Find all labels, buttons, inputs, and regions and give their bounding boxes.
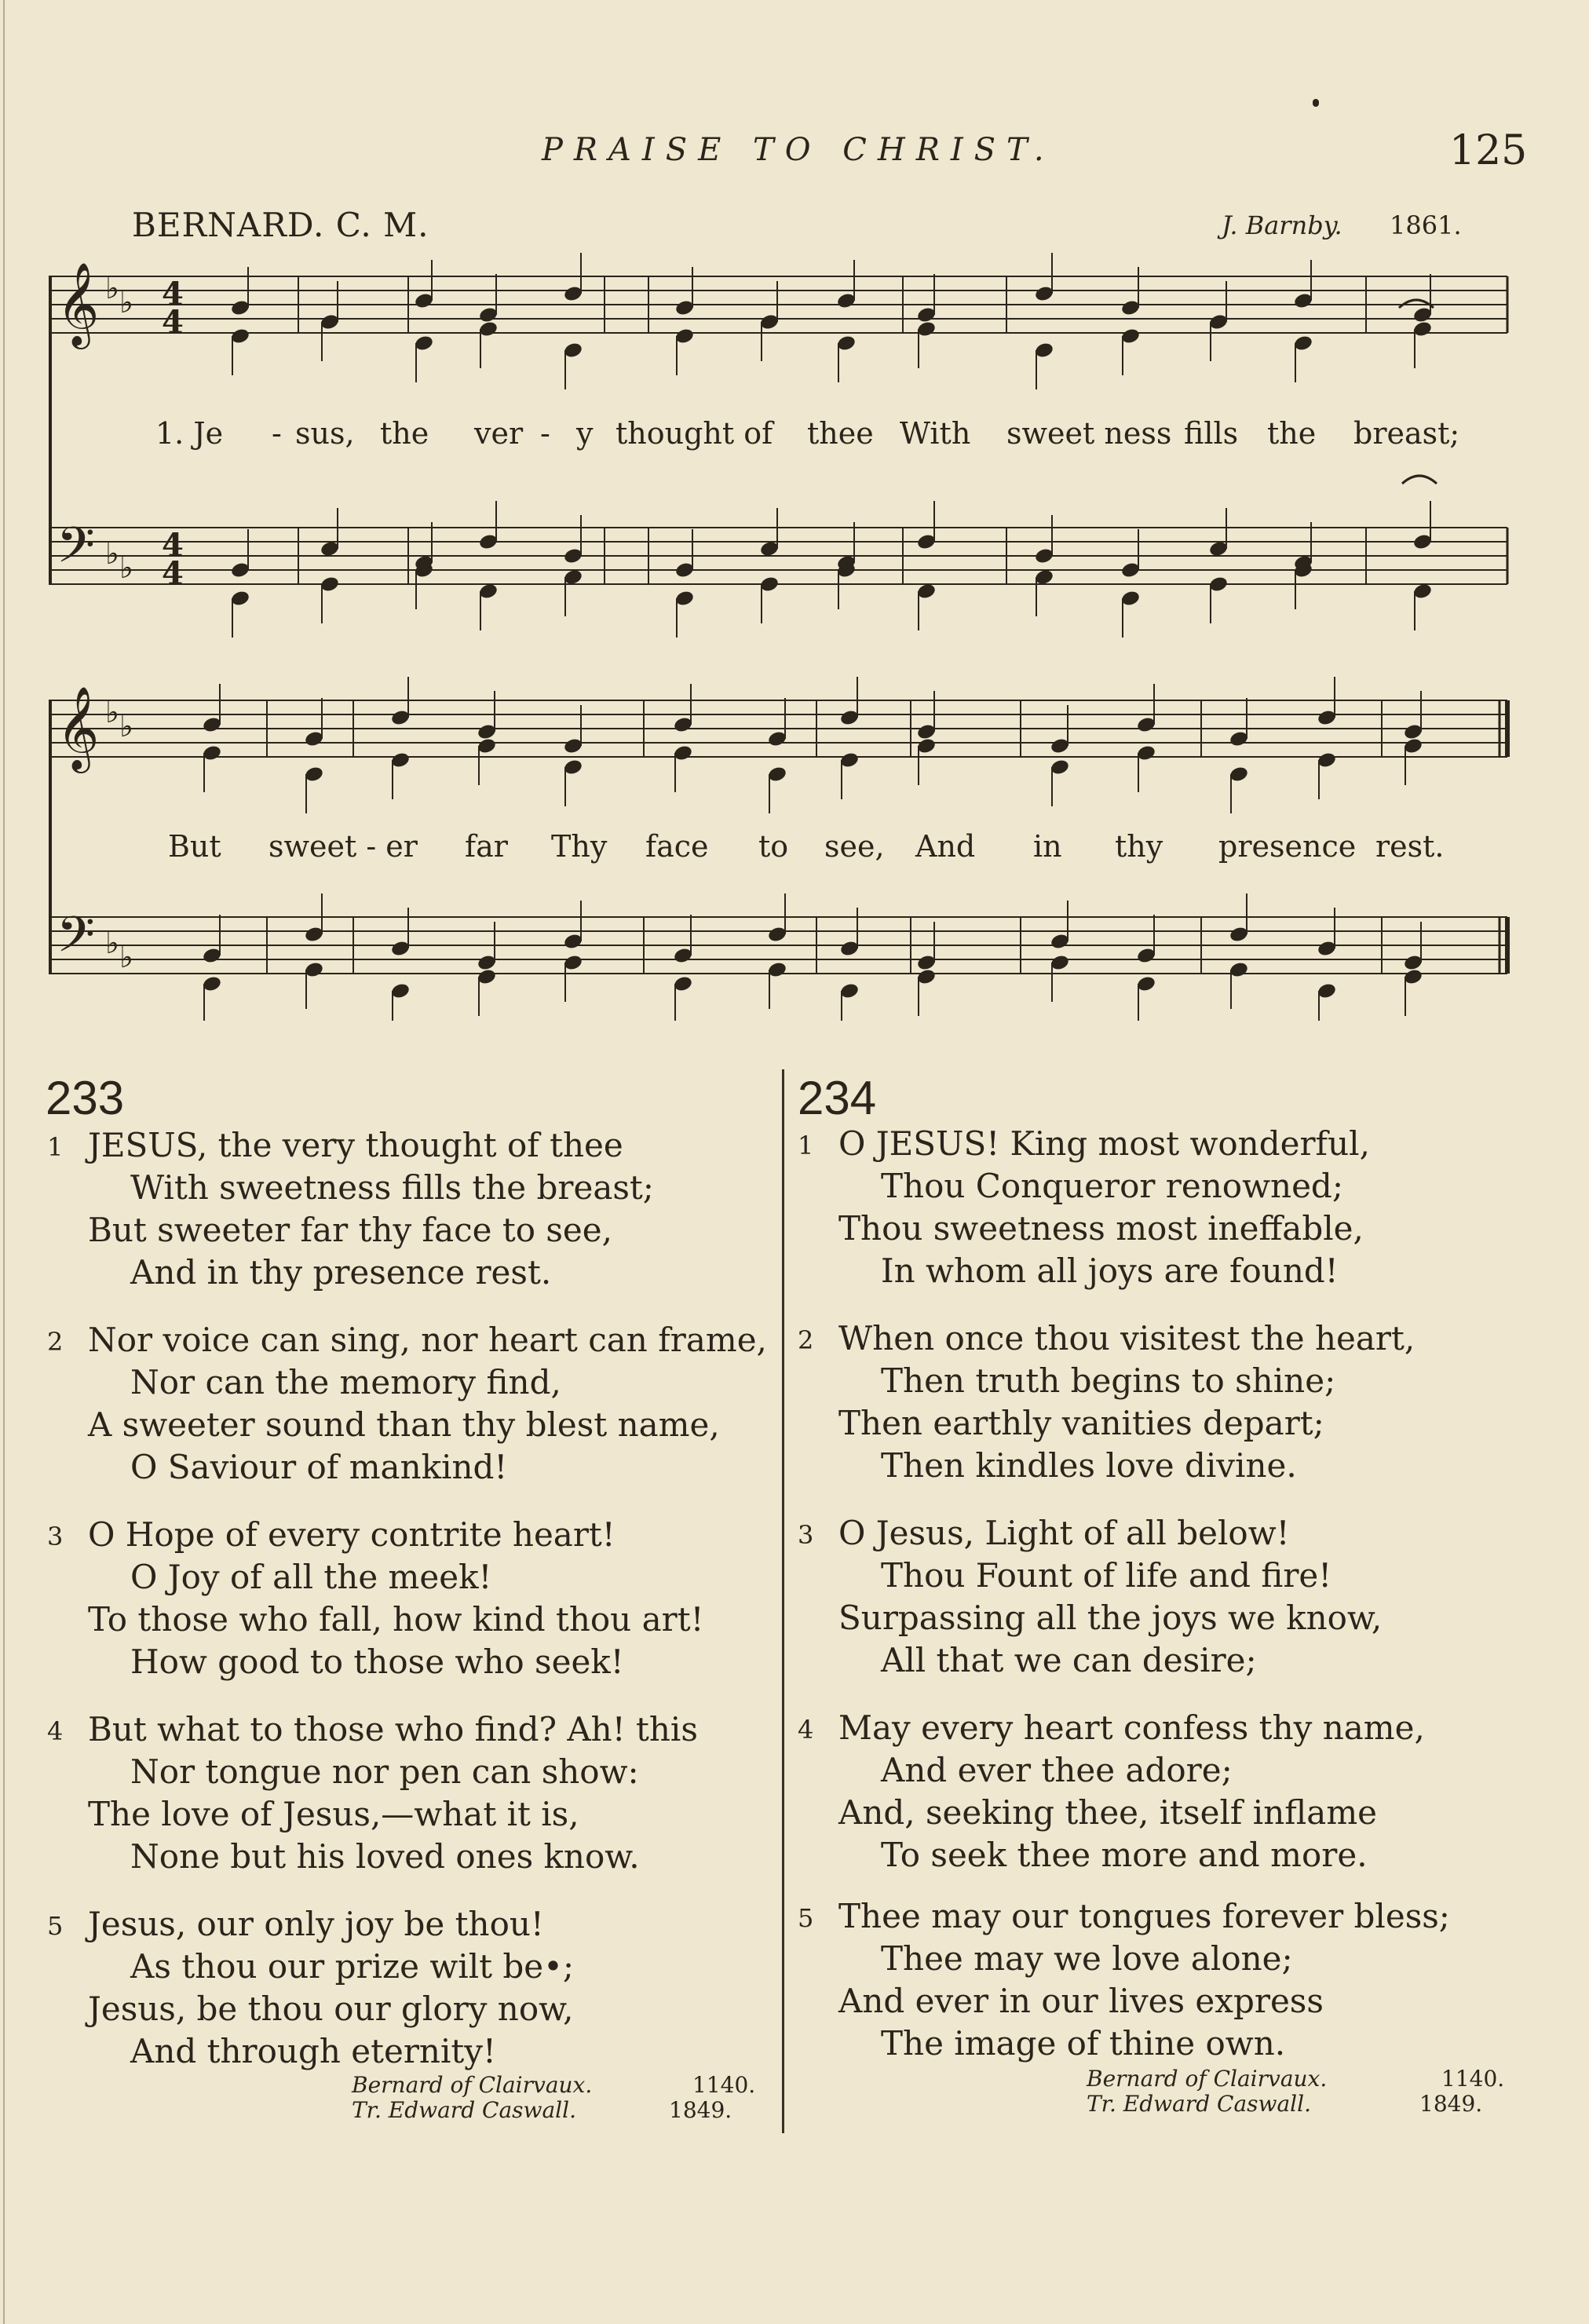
verse-line: O JESUS! King most wonderful,: [838, 1124, 1370, 1163]
tune-name: BERNARD. C. M.: [132, 206, 429, 244]
lyric-syllable: rest.: [1375, 829, 1445, 864]
verse-line: And through eternity!: [130, 2032, 496, 2070]
treble-clef: 𝄞: [57, 685, 100, 769]
verse-line: Surpassing all the joys we know,: [838, 1599, 1383, 1637]
hymn-233-verse-1: [47, 1124, 654, 1294]
verse-line: And ever thee adore;: [881, 1751, 1233, 1789]
verse-line: Then truth begins to shine;: [881, 1361, 1336, 1400]
verse-line: Then kindles love divine.: [881, 1446, 1297, 1485]
lyric-syllable: far: [465, 829, 508, 864]
verse-line: O Hope of every contrite heart!: [88, 1515, 616, 1554]
lyric-syllable: -: [272, 416, 282, 451]
hymn-233-verse-3: [47, 1514, 704, 1683]
fermata-mark: [1402, 476, 1437, 484]
translator: Tr. Edward Caswall.: [352, 2097, 576, 2123]
verse-line: The love of Jesus,—what it is,: [88, 1795, 579, 1833]
verse-line: Nor voice can sing, nor heart can frame,: [88, 1321, 767, 1359]
verse-line: How good to those who seek!: [130, 1643, 624, 1681]
hymn-number: 234: [798, 1072, 877, 1124]
verse-number: 5: [47, 1911, 64, 1941]
lyric-syllable: y: [576, 416, 594, 451]
composer: J. Barnby.: [1222, 210, 1342, 240]
lyric-syllable: the: [1267, 416, 1317, 451]
author: Bernard of Clairvaux.: [1087, 2066, 1328, 2092]
time-signature: 4: [162, 527, 184, 564]
flat-sign: ♭: [119, 709, 133, 744]
verse-number: 2: [47, 1327, 64, 1357]
flat-sign: ♭: [105, 536, 119, 571]
author-year: 1140.: [1441, 2066, 1505, 2092]
lyric-syllable: face: [645, 829, 709, 864]
hymn-234-verse-3: [798, 1512, 1383, 1682]
verse-number: 5: [798, 1903, 814, 1933]
lyric-syllable: But: [168, 829, 221, 864]
verse-line: A sweeter sound than thy blest name,: [88, 1405, 720, 1444]
hymn-233-verse-5: [47, 1903, 575, 2073]
verse-number: 2: [798, 1325, 814, 1355]
running-header: PRAISE TO CHRIST.: [542, 132, 1055, 168]
composer-year: 1861.: [1390, 210, 1462, 240]
verse-line: Nor can the memory find,: [130, 1363, 561, 1401]
verse-line: O Jesus, Light of all below!: [838, 1514, 1290, 1552]
verse-line: Thou Fount of life and fire!: [881, 1556, 1332, 1595]
hymn-233-credits: [352, 2072, 756, 2123]
verse-line: Thou Conqueror renowned;: [881, 1167, 1343, 1205]
lyric-syllable: ver: [474, 416, 524, 451]
lyric-syllable: in: [1033, 829, 1062, 864]
flat-sign: ♭: [119, 550, 133, 585]
lyric-syllable: sus,: [295, 416, 355, 451]
verse-line: O Saviour of mankind!: [130, 1448, 508, 1486]
flat-sign: ♭: [105, 926, 119, 960]
lyric-syllable: thee: [807, 416, 874, 451]
hymn-233-verse-4: [47, 1708, 698, 1878]
verse-line: And in thy presence rest.: [130, 1253, 552, 1292]
verse-line: In whom all joys are found!: [881, 1252, 1339, 1290]
verse-line: To those who fall, how kind thou art!: [88, 1600, 704, 1639]
flat-sign: ♭: [105, 695, 119, 729]
verse-line: But what to those who find? Ah! this: [88, 1710, 698, 1748]
lyric-syllable: With: [900, 416, 971, 451]
verse-line: The image of thine own.: [881, 2024, 1286, 2063]
author-year: 1140.: [692, 2072, 756, 2098]
music-score: [0, 0, 1589, 1021]
lyric-syllable: breast;: [1353, 416, 1460, 451]
time-signature: 4: [162, 555, 184, 592]
verse-number: 3: [798, 1520, 814, 1550]
lyric-syllable: sweet ness: [1006, 416, 1172, 451]
verse-line: All that we can desire;: [881, 1641, 1257, 1679]
verse-number: 1: [47, 1132, 64, 1162]
verse-number: 1: [798, 1131, 814, 1160]
lyric-syllable: And: [915, 829, 976, 864]
lyric-syllable: the: [380, 416, 429, 451]
verse-number: 3: [47, 1522, 64, 1551]
verse-number: 4: [47, 1716, 64, 1746]
lyric-syllable: fills: [1184, 416, 1239, 451]
lyric-syllable: Thy: [551, 829, 608, 864]
verse-line: With sweetness fills the breast;: [130, 1168, 654, 1207]
verse-line: And, seeking thee, itself inflame: [838, 1793, 1378, 1832]
verse-line: But sweeter far thy face to see,: [88, 1211, 612, 1249]
verse-line: Thou sweetness most ineffable,: [838, 1209, 1364, 1248]
verse-line: Then earthly vanities depart;: [838, 1404, 1324, 1442]
column-divider: [782, 1069, 784, 2133]
bass-clef: 𝄢: [57, 905, 95, 975]
hymn-234-credits: [1087, 2066, 1505, 2117]
lyric-syllable: see,: [824, 829, 885, 864]
bass-clef: 𝄢: [57, 516, 95, 586]
lyric-syllable: presence: [1218, 829, 1357, 864]
hymn-234-verse-5: [798, 1895, 1450, 2065]
lyric-syllable: 1. Je: [155, 416, 224, 451]
verse-line: Nor tongue nor pen can show:: [130, 1752, 639, 1791]
hymn-number: 233: [46, 1072, 125, 1124]
verse-line: Jesus, be thou our glory now,: [88, 1990, 574, 2028]
lyric-syllable: -: [540, 416, 550, 451]
verse-line: None but his loved ones know.: [130, 1837, 640, 1876]
translator-year: 1849.: [1419, 2091, 1483, 2117]
author: Bernard of Clairvaux.: [352, 2072, 593, 2098]
flat-sign: ♭: [119, 285, 133, 320]
verse-number: 4: [798, 1715, 814, 1745]
verse-line: As thou our prize wilt be•;: [130, 1947, 575, 1986]
page-number: 125: [1449, 127, 1528, 174]
hymn-234-verse-2: [798, 1317, 1415, 1487]
translator-year: 1849.: [669, 2097, 732, 2123]
flat-sign: ♭: [119, 940, 133, 974]
time-signature: 4: [162, 276, 184, 312]
verse-line: To seek thee more and more.: [881, 1836, 1368, 1874]
verse-line: And ever in our lives express: [838, 1982, 1324, 2020]
lyric-syllable: thy: [1115, 829, 1163, 864]
hymn-234-verse-1: [798, 1123, 1370, 1292]
hymn-233-verse-2: [47, 1319, 767, 1489]
hymn-234-verse-4: [798, 1707, 1425, 1876]
treble-clef: 𝄞: [57, 261, 100, 345]
verse-line: Thee may we love alone;: [881, 1939, 1293, 1978]
verse-line: O Joy of all the meek!: [130, 1558, 492, 1596]
verse-line: JESUS, the very thought of thee: [88, 1126, 623, 1164]
lyric-syllable: to: [758, 829, 789, 864]
translator: Tr. Edward Caswall.: [1087, 2091, 1311, 2117]
verse-line: Jesus, our only joy be thou!: [88, 1905, 544, 1943]
lyric-syllable: sweet - er: [268, 829, 418, 864]
lyric-syllable: thought of: [616, 416, 773, 451]
verse-line: Thee may our tongues forever bless;: [838, 1897, 1450, 1935]
verse-line: May every heart confess thy name,: [838, 1708, 1425, 1747]
time-signature: 4: [162, 304, 184, 341]
flat-sign: ♭: [105, 271, 119, 305]
verse-line: When once thou visitest the heart,: [838, 1319, 1415, 1357]
